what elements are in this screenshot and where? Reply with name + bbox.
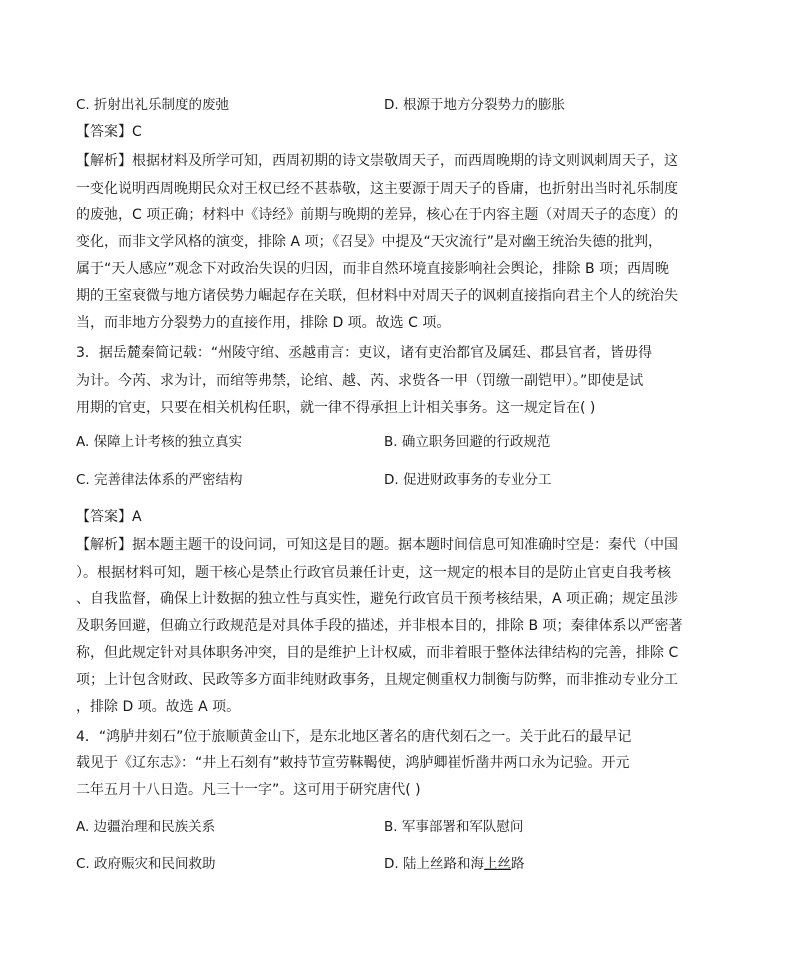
- q2-analysis-line: 变化，而非文学风格的演变，排除 A 项；《召旻》中提及“天灾流行”是对幽王统治失德的批判，: [76, 234, 662, 250]
- q2-analysis-line: 的废弛，C 项正确；材料中《诗经》前期与晚期的差异，核心在于内容主题（对周天子的态度）的: [76, 207, 679, 223]
- q3-option-b: B. 确立职务回避的行政规范: [384, 434, 551, 450]
- q3-stem-line: 3．据岳麓秦简记载：“州陵守绾、丞越甫言：吏议，诸有吏治都官及属廷、郡县官者，皆毋得: [76, 345, 653, 361]
- q3-stem-line: 用期的官吏，只要在相关机构任职，就一律不得承担上计相关事务。这一规定旨在( ): [76, 400, 596, 416]
- q3-analysis-line: 【解析】据本题主题干的设问词，可知这是目的题。据本题时间信息可知准确时空是：秦代（中国: [76, 537, 678, 553]
- q3-stem-line: 为计。今芮、求为计，而绾等弗禁，论绾、越、芮、求赀各一甲（罚缴一副铠甲）。”即使是试: [76, 373, 644, 389]
- q4-option-d-underlined: 上丝: [483, 856, 511, 872]
- q4-option-b: B. 军事部署和军队慰问: [384, 819, 524, 835]
- q4-option-d: [384, 855, 524, 873]
- q3-analysis-line: ）。根据材料可知，题干核心是禁止行政官员兼任计吏，这一规定的根本目的是防止官吏自我考核: [76, 565, 671, 581]
- q2-analysis-line: 【解析】根据材料及所学可知，西周初期的诗文崇敬周天子，而西周晚期的诗文则讽刺周天子，这: [76, 153, 678, 169]
- q2-analysis-line: 期的王室衰微与地方诸侯势力崛起存在关联，但材料中对周天子的讽刺直接指向君主个人的统治失: [76, 288, 678, 304]
- q4-stem-line: 载见于《辽东志》：“井上石刻有”敕持节宣劳靺鞨使，鸿胪卿崔忻凿井两口永为记验。开元: [76, 755, 630, 771]
- q3-analysis-line: 、自我监督，确保上计数据的独立性与真实性，避免行政官员干预考核结果，A 项正确；规定虽涉: [76, 591, 679, 607]
- q3-answer: 【答案】A: [76, 509, 142, 525]
- q4-option-a: A. 边疆治理和民族关系: [76, 819, 216, 835]
- q4-option-d-prefix: D. 陆上丝路和海: [384, 856, 484, 872]
- q4-stem-line: 二年五月十八日造。凡三十一字”。这可用于研究唐代( ): [76, 782, 421, 798]
- q2-analysis-line: 当，而非地方分裂势力的直接作用，排除 D 项。故选 C 项。: [76, 315, 451, 331]
- q4-option-d-suffix: 路: [510, 856, 525, 872]
- q2-analysis-line: 属于“天人感应”观念下对政治失误的归因，而非自然环境直接影响社会舆论，排除 B 项；西周晚: [76, 261, 670, 277]
- q2-answer: 【答案】C: [76, 124, 142, 140]
- q4-stem-line: 4．“鸿胪井刻石”位于旅顺黄金山下，是东北地区著名的唐代刻石之一。关于此石的最早记: [76, 729, 632, 745]
- q3-analysis-line: 称，但此规定针对具体职务冲突，目的是维护上计权威，而非着眼于整体法律结构的完善，排除 C: [76, 645, 679, 661]
- q4-option-c: C. 政府赈灾和民间救助: [76, 856, 216, 872]
- q3-option-a: A. 保障上计考核的独立真实: [76, 434, 243, 450]
- q3-analysis-line: 项；上计包含财政、民政等多方面非纯财政事务，且规定侧重权力制衡与防弊，而非推动专业分工: [76, 672, 678, 688]
- q3-analysis-line: 及职务回避，但确立行政规范是对具体手段的描述，并非根本目的，排除 B 项；秦律体系以严密著: [76, 618, 683, 634]
- q3-option-c: C. 完善律法体系的严密结构: [76, 472, 243, 488]
- q3-option-d: D. 促进财政事务的专业分工: [384, 472, 552, 488]
- q2-analysis-line: 一变化说明西周晚期民众对王权已经不甚恭敬，这主要源于周天子的昏庸，也折射出当时礼乐制度: [76, 181, 678, 197]
- q2-option-c: C. 折射出礼乐制度的废弛: [76, 97, 230, 113]
- q2-option-d: D. 根源于地方分裂势力的膨胀: [384, 97, 565, 113]
- q3-analysis-line: ，排除 D 项。故选 A 项。: [76, 699, 241, 715]
